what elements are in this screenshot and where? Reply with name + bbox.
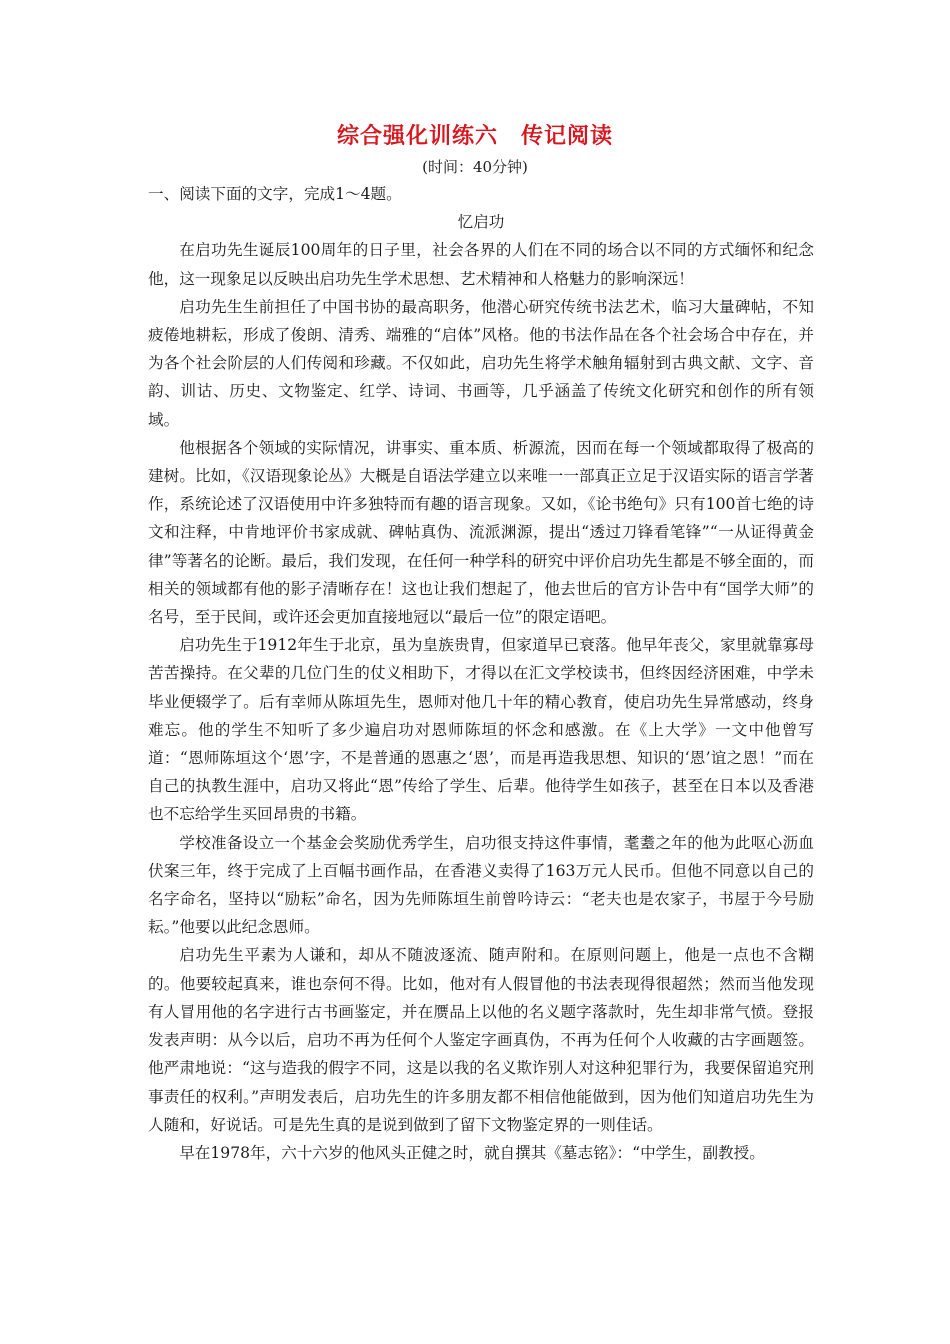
paragraph: 启功先生生前担任了中国书协的最高职务，他潜心研究传统书法艺术，临习大量碑帖，不知疲倦地耕耘，形成了俊朗、清秀、端雅的“启体”风格。他的书法作品在各个社会场合中存在，并为各个社会阶层的人们传阅和珍藏。不仅如此，启功先生将学术触角辐射到古典文献、文字、音韵、训诂、历史、文物鉴定、红学、诗词、书画等，几乎涵盖了传统文化研究和创作的所有领域。 bbox=[148, 297, 814, 429]
time-note: (时间：40分钟) bbox=[422, 158, 528, 176]
document-body bbox=[148, 180, 814, 1167]
paragraph: 早在1978年，六十六岁的他风头正健之时，就自撰其《墓志铭》：“中学生，副教授。 bbox=[179, 1143, 765, 1162]
document-title: 综合强化训练六 传记阅读 bbox=[336, 123, 613, 149]
paragraph: 在启功先生诞辰100周年的日子里，社会各界的人们在不同的场合以不同的方式缅怀和纪念他，这一现象足以反映出启功先生学术思想、艺术精神和人格魅力的影响深远！ bbox=[148, 241, 814, 288]
paragraph: 他根据各个领域的实际情况，讲事实、重本质、析源流，因而在每一个领域都取得了极高的建树。比如，《汉语现象论丛》大概是自语法学建立以来唯一一部真正立足于汉语实际的语言学著作，系统论述了汉语使用中许多独特而有趣的语言现象。又如，《论书绝句》只有100首七绝的诗文和注释，中肯地评价书家成就、碑帖真伪、流派渊源，提出“透过刀锋看笔锋”“一从证得黄金律”等著名的论断。最后，我们发现，在任何一种学科的研究中评价启功先生都是不够全面的，而相关的领域都有他的影子清晰存在！这也让我们想起了，他去世后的官方讣告中有“国学大师”的名号，至于民间，或许还会更加直接地冠以“最后一位”的限定语吧。 bbox=[148, 438, 814, 627]
passage-title: 忆启功 bbox=[457, 213, 505, 232]
paragraph: 学校准备设立一个基金会奖励优秀学生，启功很支持这件事情，耄耋之年的他为此呕心沥血伏案三年，终于完成了上百幅书画作品，在香港义卖得了163万元人民币。但他不同意以自己的名字命名，坚持以“励耘”命名，因为先师陈垣生前曾吟诗云：“老夫也是农家子，书屋于今号励耘。”他要以此纪念恩师。 bbox=[148, 833, 814, 937]
paragraph: 启功先生平素为人谦和，却从不随波逐流、随声附和。在原则问题上，他是一点也不含糊的。他要较起真来，谁也奈何不得。比如，他对有人假冒他的书法表现得很超然；然而当他发现有人冒用他的名字进行古书画鉴定，并在赝品上以他的名义题字落款时，先生却非常气愤。登报发表声明：从今以后，启功不再为任何个人鉴定字画真伪，不再为任何个人收藏的古字画题签。他严肃地说：“这与造我的假字不同，这是以我的名义欺诈别人对这种犯罪行为，我要保留追究刑事责任的权利。”声明发表后，启功先生的许多朋友都不相信他能做到，因为他们知道启功先生为人随和，好说话。可是先生真的是说到做到了留下文物鉴定界的一则佳话。 bbox=[148, 946, 814, 1134]
paragraph: 启功先生于1912年生于北京，虽为皇族贵胄，但家道早已衰落。他早年丧父，家里就靠寡母苦苦操持。在父辈的几位门生的仗义相助下，才得以在汇文学校读书，但终因经济困难，中学未毕业便辍学了。后有幸师从陈垣先生，恩师对他几十年的精心教育，使启功先生异常感动，终身难忘。他的学生不知听了多少遍启功对恩师陈垣的怀念和感激。在《上大学》一文中他曾写道：“恩师陈垣这个‘恩’字，不是普通的恩惠之‘恩’，而是再造我思想、知识的‘恩’谊之恩！”而在自己的执教生涯中，启功又将此“恩”传给了学生、后辈。他待学生如孩子，甚至在日本以及香港也不忘给学生买回昂贵的书籍。 bbox=[148, 636, 814, 824]
question-instruction: 一、阅读下面的文字，完成1～4题。 bbox=[148, 185, 402, 203]
